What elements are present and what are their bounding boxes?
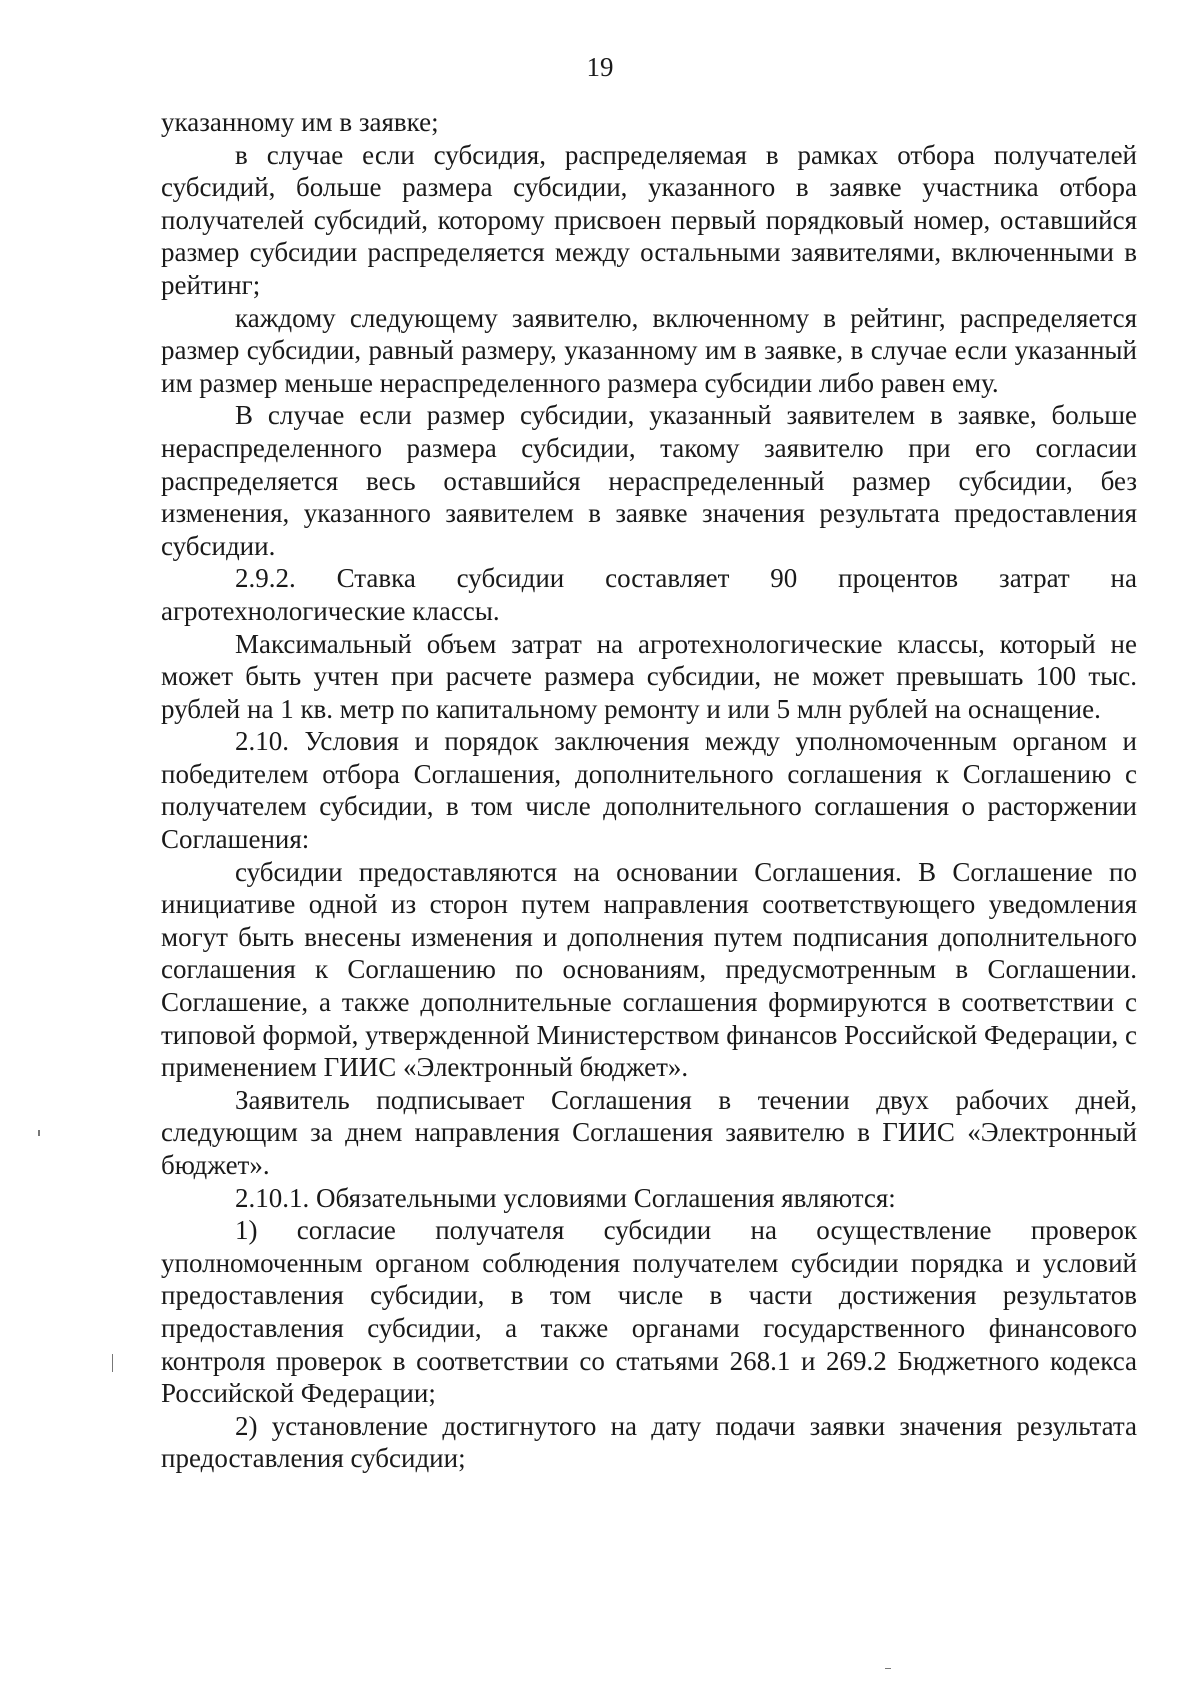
page-number: 19: [586, 52, 614, 82]
paragraph-4: В случае если размер субсидии, указанный заявителем в заявке, больше нераспределенного размера субсидии, такому заявителю при его согласии распределяется весь оставшийся нераспределенный размер субсидии, без изменения, указанного заявителем в заявке значения результата предоставления субсидии.: [161, 400, 1137, 561]
paragraph-12: 2) установление достигнутого на дату подачи заявки значения результата предоставления субсидии;: [161, 1410, 1137, 1474]
document-body: [161, 106, 1137, 1475]
paragraph-10: 2.10.1. Обязательными условиями Соглашения являются:: [235, 1182, 896, 1213]
paragraph-7: 2.10. Условия и порядок заключения между уполномоченным органом и победителем отбора Соглашения, дополнительного соглашения к Соглашению с получателем субсидии, в том числе дополнительного соглашения о расторжении Соглашения:: [161, 726, 1137, 855]
paragraph-5: 2.9.2. Ставка субсидии составляет 90 процентов затрат на агротехнологические классы.: [161, 563, 1137, 626]
paragraph-3: каждому следующему заявителю, включенному в рейтинг, распределяется размер субсидии, равный размеру, указанному им в заявке, в случае если указанный им размер меньше нераспределенного размера субсидии либо равен ему.: [161, 302, 1137, 398]
scan-artifact-bottom: [885, 1668, 891, 1669]
paragraph-1: указанному им в заявке;: [161, 107, 439, 137]
paragraph-11: 1) согласие получателя субсидии на осуществление проверок уполномоченным органом соблюдения получателем субсидии порядка и условий предоставления субсидии, в том числе в части достижения результатов предоставления субсидии, а также органами государственного финансового контроля проверок в соответствии со статьями 268.1 и 269.2 Бюджетного кодекса Российской Федерации;: [161, 1215, 1137, 1409]
scan-artifact-left: [38, 1130, 40, 1136]
paragraph-8: субсидии предоставляются на основании Соглашения. В Соглашение по инициативе одной из сторон путем направления соответствующего уведомления могут быть внесены изменения и дополнения путем подписания дополнительного соглашения к Соглашению по основаниям, предусмотренным в Соглашении. Соглашение, а также дополнительные соглашения формируются в соответствии с типовой формой, утвержденной Министерством финансов Российской Федерации, с применением ГИИС «Электронный бюджет».: [161, 856, 1137, 1083]
scan-artifact-left-2: [112, 1354, 113, 1372]
paragraph-6: Максимальный объем затрат на агротехнологические классы, который не может быть учтен при расчете размера субсидии, не может превышать 100 тыс. рублей на 1 кв. метр по капитальному ремонту и или 5 млн рублей на оснащение.: [161, 628, 1137, 724]
paragraph-9: Заявитель подписывает Соглашения в течении двух рабочих дней, следующим за днем направления Соглашения заявителю в ГИИС «Электронный бюджет».: [161, 1084, 1137, 1180]
paragraph-2: в случае если субсидия, распределяемая в рамках отбора получателей субсидий, больше размера субсидии, указанного в заявке участника отбора получателей субсидий, которому присвоен первый порядковый номер, оставшийся размер субсидии распределяется между остальными заявителями, включенными в рейтинг;: [161, 139, 1137, 300]
